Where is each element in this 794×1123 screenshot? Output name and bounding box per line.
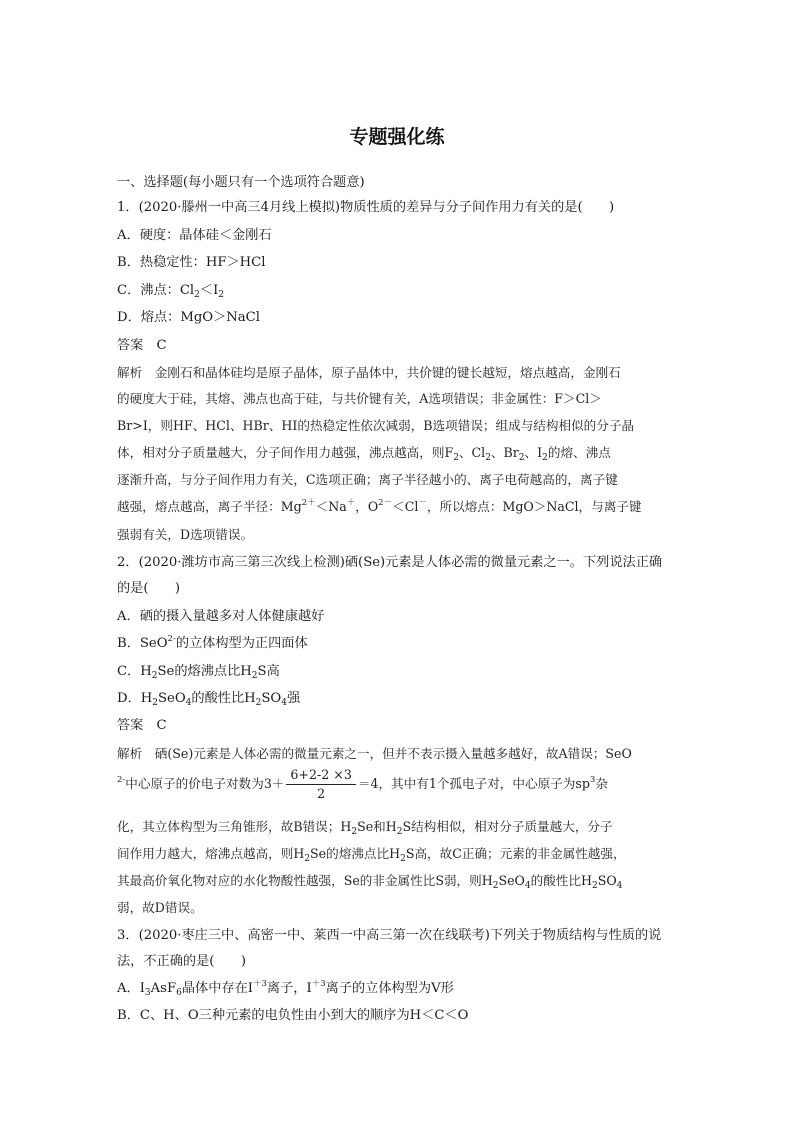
q2-option-a: A．硒的摄入量越多对人体健康越好 (117, 609, 325, 624)
q2-explanation-line: 弱，故D错误。 (117, 900, 203, 915)
q1-option-b: B．热稳定性：HF＞HCl (117, 255, 266, 270)
q2-explanation-line: 间作用力越大，熔沸点越高，则$H_2Se$的熔沸点比$H_2S$高，故C正确；元素的非金属性越强， (117, 846, 626, 864)
q2-answer: 答案 C (117, 718, 167, 733)
q1-option-c: C．沸点：$Cl_2<I_2$ (117, 283, 225, 300)
page-title: 专题强化练 (349, 126, 445, 148)
q1-explanation-line: 强弱有关，D选项错误。 (117, 527, 254, 542)
q3-option-a: A．$I_3AsF_6$晶体中存在$I^{+3}$离子，$I^{+3}$离子的立体构型为V形 (117, 979, 454, 998)
q3-stem: 法，不正确的是( ) (117, 954, 246, 969)
q2-explanation-line: 解析 硒(Se)元素是人体必需的微量元素之一，但并不表示摄入量越多越好，故A错误；SeO (117, 746, 632, 761)
q2-stem: 2．(2020·潍坊市高三第三次线上检测)硒(Se)元素是人体必需的微量元素之一。下列说法正确 (117, 555, 663, 570)
q3-option-b: B．C、H、O三种元素的电负性由小到大的顺序为H＜C＜O (117, 1008, 469, 1023)
section-heading: 一、选择题(每小题只有一个选项符合题意) (117, 175, 365, 190)
q1-option-d: D．熔点：MgO＞NaCl (117, 310, 260, 325)
q3-stem: 3．(2020·枣庄三中、高密一中、莱西一中高三第一次在线联考)下列关于物质结构与性质的说 (117, 928, 662, 943)
q1-explanation-line: 越强，熔点越高，离子半径：$Mg^{2+}<Na^+$，$O^{2-}<Cl^-$，所以熔点：MgO＞NaCl，与离子键 (117, 498, 642, 514)
q2-option-b: B．SeO$^{2-}$的立体构型为正四面体 (117, 634, 308, 651)
q2-explanation-line: $^{2-}$中心原子的价电子对数为3＋ $\frac{6+2-2 \times 3}{2}$ ＝4，其中有1个孤电子对，中心原子为$sp^3$杂 (117, 767, 608, 801)
q1-explanation-line: 体，相对分子质量越大，分子间作用力越强，沸点越高，则$F_2$、$Cl_2$、$Br_2$、$I_2$的熔、沸点 (117, 445, 611, 463)
q1-explanation-line: 解析 金刚石和晶体硅均是原子晶体，原子晶体中，共价键的键长越短，熔点越高，金刚石 (117, 365, 621, 380)
q2-option-c: C．$H_2Se$的熔沸点比$H_2S$高 (117, 664, 280, 681)
q2-option-d: D．$H_2SeO_4$的酸性比$H_2SO_4$强 (117, 691, 301, 708)
q1-explanation-line: Br>I，则HF、HCl、HBr、HI的热稳定性依次减弱，B选项错误；组成与结构相似的分子晶 (117, 418, 635, 433)
fraction: $\frac{6+2-2 \times 3}{2}$ (286, 768, 355, 801)
q1-option-a: A．硬度：晶体硅＜金刚石 (117, 228, 272, 243)
q2-explanation-line: 其最高价氧化物对应的水化物酸性越强，Se的非金属性比S弱，则$H_2SeO_4$的酸性比$H_2SO_4$ (117, 873, 623, 891)
q1-explanation-line: 逐渐升高，与分子间作用力有关，C选项正确；离子半径越小的、离子电荷越高的，离子键 (117, 472, 618, 487)
q2-stem: 的是( ) (117, 581, 181, 596)
q2-explanation-line: 化，其立体构型为三角锥形，故B错误；$H_2Se$和$H_2S$结构相似，相对分子质量越大，分子 (117, 819, 613, 837)
q1-answer: 答案 C (117, 338, 167, 353)
q1-stem: 1．(2020·滕州一中高三4月线上模拟)物质性质的差异与分子间作用力有关的是( ) (117, 200, 615, 215)
q1-explanation-line: 的硬度大于硅，其熔、沸点也高于硅，与共价键有关，A选项错误；非金属性：F＞Cl＞ (117, 391, 602, 406)
